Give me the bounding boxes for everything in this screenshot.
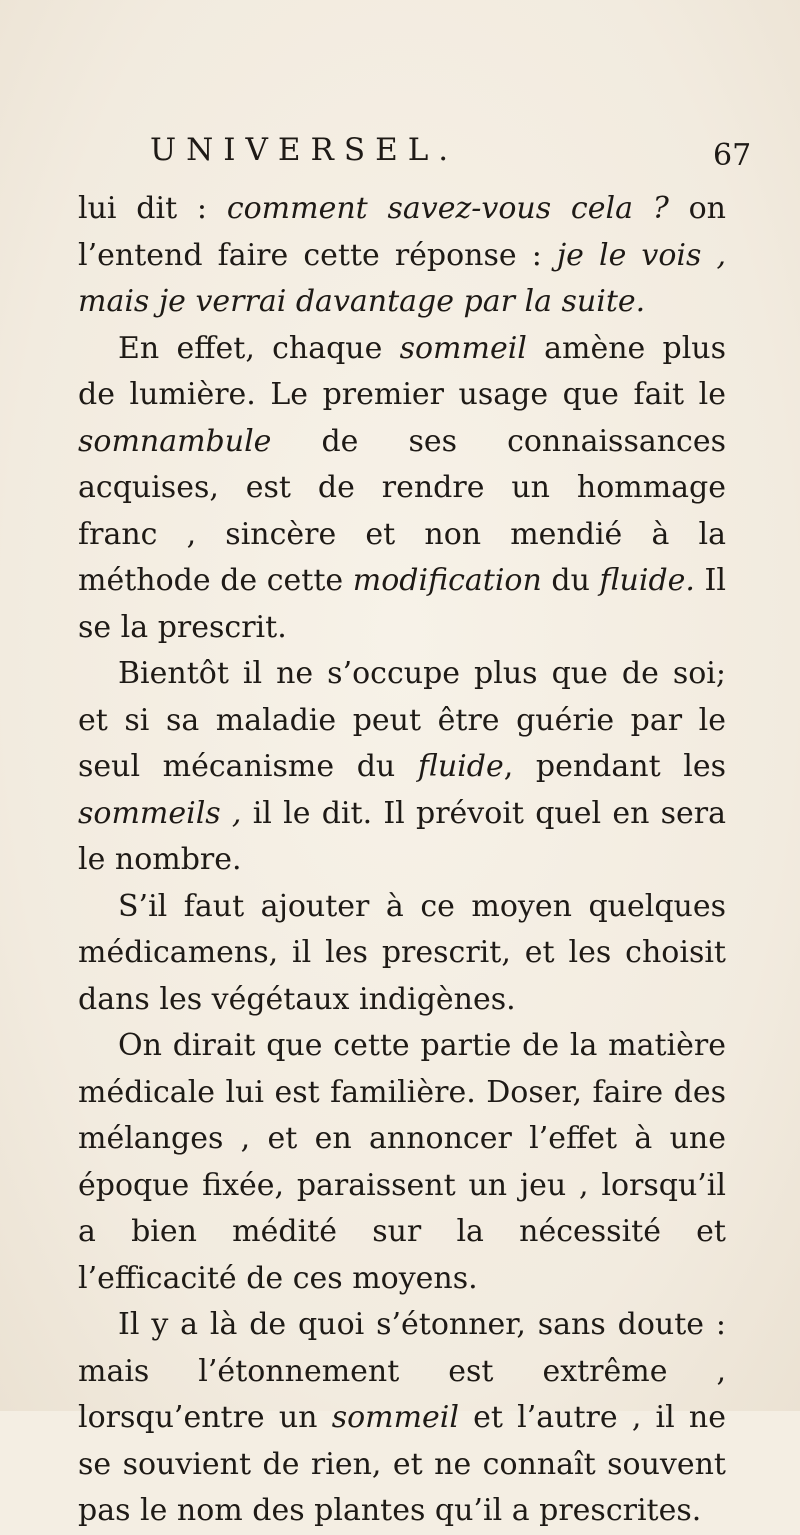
text-run: S’il faut ajouter à ce moyen quelques médicamens, il les prescrit, et les choisit dans les végétaux indigènes.: [78, 888, 726, 1017]
text-run: du: [541, 563, 600, 598]
italic-text: je le vois , mais je verrai davantage par la suite.: [78, 237, 726, 319]
paragraph: [78, 186, 726, 326]
text-run: amène plus de lumière. Le premier usage que fait le: [78, 330, 727, 412]
text-run: , pendant les: [503, 749, 726, 784]
paragraph: [78, 326, 726, 652]
paragraph: [78, 1023, 726, 1302]
text-run: de ses connaissances acquises, est de rendre un hommage franc , sincère et non mendié à la méthode de cette: [78, 423, 726, 598]
text-run: et l’autre , il ne se souvient de rien, et ne connaît souvent pas le nom des plantes qu’il a prescrites.: [78, 1400, 726, 1528]
italic-text: sommeil: [399, 330, 527, 366]
italic-text: fluide.: [599, 563, 695, 598]
paragraph: [78, 651, 726, 884]
text-run: Il y a là de quoi s’étonner, sans doute : mais l’étonnement est extrême , lorsqu’entre un: [78, 1307, 726, 1435]
page-number: 67: [713, 138, 752, 173]
text-run: il le dit. Il prévoit quel en sera le nombre.: [78, 795, 726, 877]
italic-text: fluide: [417, 749, 504, 784]
italic-text: somnambule: [78, 423, 272, 459]
italic-text: modification: [352, 563, 542, 598]
italic-text: comment savez-vous cela ?: [226, 191, 669, 226]
paragraph: [78, 1302, 726, 1535]
text-run: Bientôt il ne s’occupe plus que de soi; et si sa maladie peut être guérie par le seul mécanisme du: [78, 656, 726, 784]
paragraph: [78, 884, 726, 1024]
body-text: [78, 186, 726, 1535]
page-header: [150, 132, 770, 172]
text-run: En effet, chaque: [118, 330, 400, 366]
text-run: on l’entend faire cette réponse :: [78, 191, 726, 273]
italic-text: sommeil: [331, 1400, 459, 1435]
text-run: On dirait que cette partie de la matière médicale lui est familière. Doser, faire des mélanges , et en annoncer l’effet à une époque fixée, paraissent un jeu , lorsqu’il a bien médité sur la nécessité et l’efficacité de ces moyens.: [78, 1028, 726, 1296]
text-run: lui dit :: [78, 191, 227, 226]
text-run: Il se la prescrit.: [78, 563, 726, 645]
running-title: UNIVERSEL.: [150, 132, 459, 168]
italic-text: sommeils ,: [78, 795, 242, 831]
